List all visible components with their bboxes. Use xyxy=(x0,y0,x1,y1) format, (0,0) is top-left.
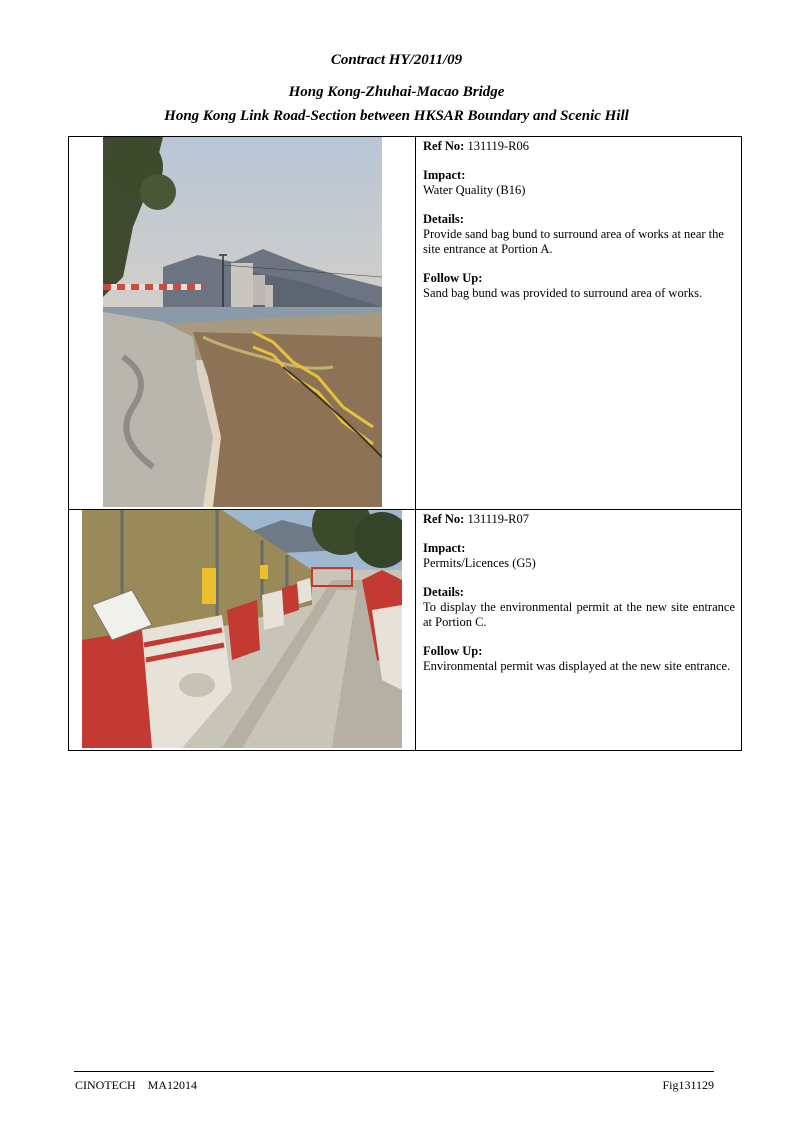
footer-figure-number: Fig131129 xyxy=(662,1078,714,1092)
records-table xyxy=(68,136,742,751)
contract-title: Contract HY/2011/09 xyxy=(330,52,463,68)
follow-up-value: Sand bag bund was provided to surround area of works. xyxy=(423,286,703,300)
ref-label: Ref No: xyxy=(423,139,465,153)
impact-value: Water Quality (B16) xyxy=(423,183,526,197)
photo-cell xyxy=(69,510,416,751)
footer-company-ref: CINOTECH MA12014 xyxy=(75,1078,197,1092)
details-label: Details: xyxy=(423,585,464,599)
impact-label: Impact: xyxy=(423,168,466,182)
record-details-cell xyxy=(416,137,742,510)
follow-up-label: Follow Up: xyxy=(423,271,483,285)
ref-label: Ref No: xyxy=(423,512,465,526)
table-row xyxy=(69,510,742,751)
follow-up-label: Follow Up: xyxy=(423,644,483,658)
project-title: Hong Kong-Zhuhai-Macao Bridge xyxy=(288,84,505,100)
photo-cell xyxy=(69,137,416,510)
footer-divider xyxy=(74,1071,714,1072)
details-label: Details: xyxy=(423,212,464,226)
impact-label: Impact: xyxy=(423,541,466,555)
ref-number: 131119-R07 xyxy=(467,512,530,526)
details-value: Provide sand bag bund to surround area of works at near the site entrance at Portion A. xyxy=(423,227,724,256)
ref-number: 131119-R06 xyxy=(467,139,530,153)
follow-up-value: Environmental permit was displayed at the new site entrance. xyxy=(423,659,731,673)
table-row xyxy=(69,137,742,510)
details-value: To display the environmental permit at the new site entrance at Portion C. xyxy=(423,600,735,629)
record-details-cell xyxy=(416,510,742,751)
site-photo-environmental-permit xyxy=(82,510,402,748)
section-title: Hong Kong Link Road-Section between HKSAR Boundary and Scenic Hill xyxy=(164,108,629,124)
site-photo-sandbag-bund xyxy=(103,137,382,507)
impact-value: Permits/Licences (G5) xyxy=(423,556,536,570)
